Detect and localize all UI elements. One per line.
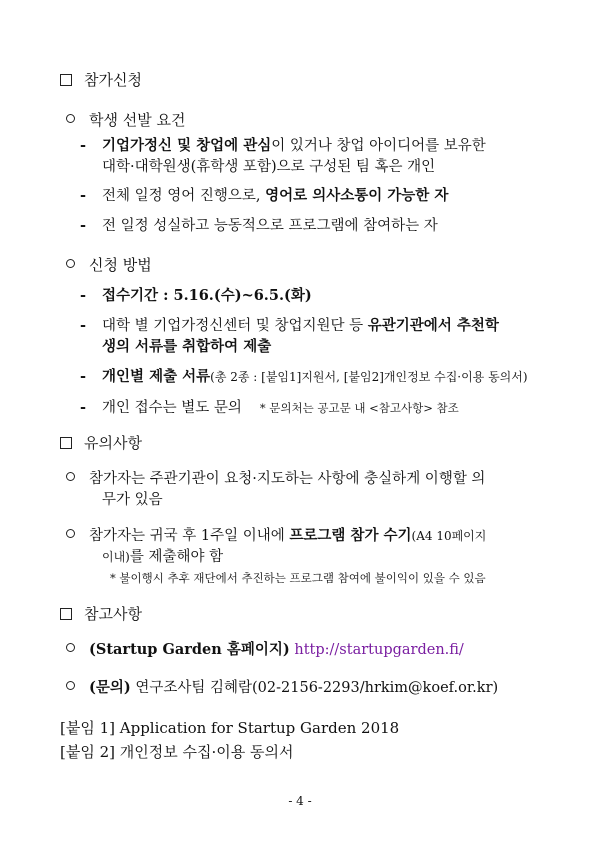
list-item: - 개인 접수는 별도 문의 * 문의처는 공고문 내 <참고사항> 참조 (80, 399, 459, 416)
list-item: - 전 일정 성실하고 능동적으로 프로그램에 참여하는 자 (80, 217, 438, 234)
circle-bullet-icon (66, 259, 75, 268)
section-heading-apply: 참가신청 (60, 70, 142, 90)
circle-bullet-icon (66, 681, 75, 690)
list-item: - 접수기간 : 5.16.(수)~6.5.(화) (80, 287, 312, 304)
list-item: 참가자는 귀국 후 1주일 이내에 프로그램 참가 수기(A4 10페이지 (66, 526, 486, 546)
square-bullet-icon (60, 74, 72, 86)
homepage-link[interactable]: http://startupgarden.fi/ (294, 642, 464, 658)
list-item: 참가자는 주관기관이 요청·지도하는 사항에 충실하게 이행할 의 (66, 469, 485, 489)
list-item-continuation: 생의 서류를 취합하여 제출 (102, 338, 272, 355)
list-item-continuation: 이내)를 제출해야 함 (102, 549, 224, 565)
attachment-line: [붙임 2] 개인정보 수집·이용 동의서 (60, 743, 294, 761)
section-heading-references: 참고사항 (60, 604, 142, 624)
list-item: (Startup Garden 홈페이지) http://startupgarden.fi/ (66, 640, 464, 660)
square-bullet-icon (60, 608, 72, 620)
circle-bullet-icon (66, 114, 75, 123)
square-bullet-icon (60, 437, 72, 449)
list-item: (문의) 연구조사팀 김혜람(02-2156-2293/hrkim@koef.or.kr) (66, 678, 498, 698)
circle-bullet-icon (66, 529, 75, 538)
circle-bullet-icon (66, 472, 75, 481)
footnote: * 불이행시 추후 재단에서 추진하는 프로그램 참여에 불이익이 있을 수 있음 (110, 571, 486, 585)
page-number: - 4 - (288, 794, 312, 808)
list-item: - 전체 일정 영어 진행으로, 영어로 의사소통이 가능한 자 (80, 187, 449, 204)
list-item: - 개인별 제출 서류(총 2종 : [붙임1]지원서, [붙임2]개인정보 수집·이용 동의서) (80, 368, 528, 385)
list-item: - 대학 별 기업가정신센터 및 창업지원단 등 유관기관에서 추천학 (80, 317, 499, 334)
section-heading-notes: 유의사항 (60, 433, 142, 453)
circle-bullet-icon (66, 643, 75, 652)
list-item-continuation: 무가 있음 (102, 492, 163, 508)
subheading-method: 신청 방법 (66, 255, 152, 275)
list-item: - 기업가정신 및 창업에 관심이 있거나 창업 아이디어를 보유한 (80, 137, 486, 154)
subheading-requirements: 학생 선발 요건 (66, 110, 185, 130)
list-item-continuation: 대학·대학원생(휴학생 포함)으로 구성된 팀 혹은 개인 (102, 159, 436, 175)
attachment-line: [붙임 1] Application for Startup Garden 2018 (60, 719, 400, 737)
